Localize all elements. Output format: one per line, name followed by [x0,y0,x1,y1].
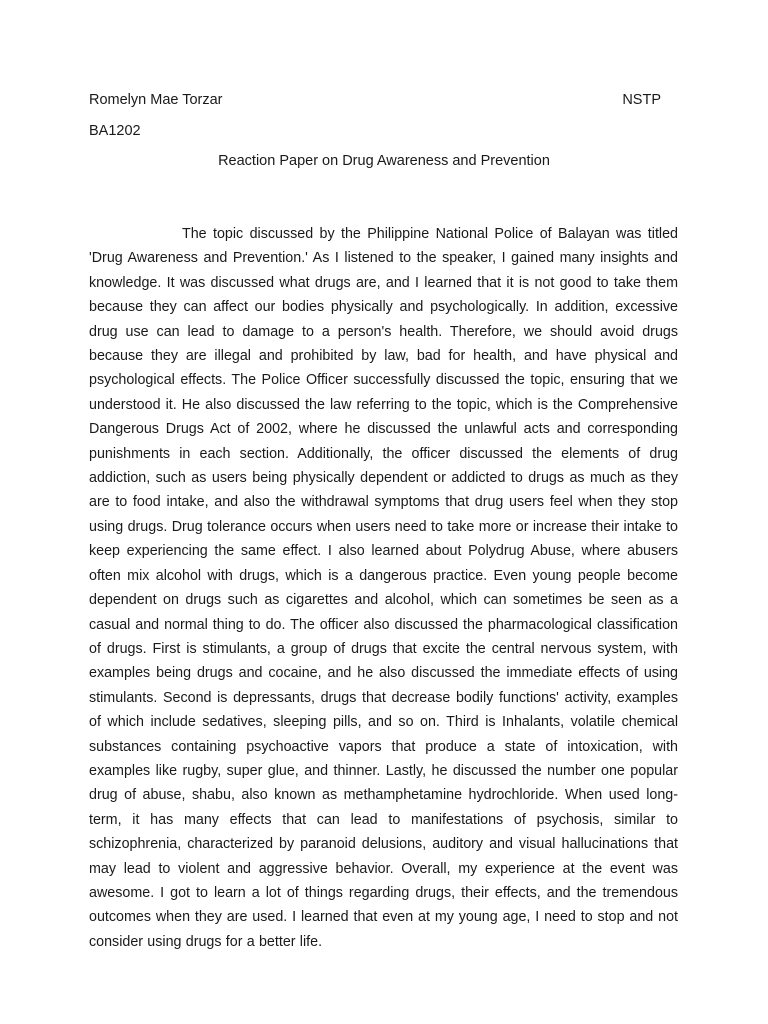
body-paragraph: The topic discussed by the Philippine National Police of Balayan was titled 'Drug Awareness and Prevention.' As I listened to the speaker, I gained many insights and knowledge. It was discussed what drugs are, and I learned that it is not good to take them because they can affect our bodies physically and psychologically. In addition, excessive drug use can lead to damage to a person's health. Therefore, we should avoid drugs because they are illegal and prohibited by law, bad for health, and have physical and psychological effects. The Police Officer successfully discussed the topic, ensuring that we understood it. He also discussed the law referring to the topic, which is the Comprehensive Dangerous Drugs Act of 2002, where he discussed the unlawful acts and corresponding punishments in each section. Additionally, the officer discussed the elements of drug addiction, such as users being physically dependent or addicted to drugs as much as they are to food intake, and also the withdrawal symptoms that drug users feel when they stop using drugs. Drug tolerance occurs when users need to take more or increase their intake to keep experiencing the same effect. I also learned about Polydrug Abuse, where abusers often mix alcohol with drugs, which is a dangerous practice. Even young people become dependent on drugs such as cigarettes and alcohol, which can sometimes be seen as a casual and normal thing to do. The officer also discussed the pharmacological classification of drugs. First is stimulants, a group of drugs that excite the central nervous system, with examples being drugs and cocaine, and he also discussed the immediate effects of using stimulants. Second is depressants, drugs that decrease bodily functions' activity, examples of which include sedatives, sleeping pills, and so on. Third is Inhalants, volatile chemical substances containing psychoactive vapors that produce a state of intoxication, with examples like rugby, super glue, and thinner. Lastly, he discussed the number one popular drug of abuse, shabu, also known as methamphetamine hydrochloride. When used long-term, it has many effects that can lead to manifestations of psychosis, similar to schizophrenia, characterized by paranoid delusions, auditory and visual hallucinations that may lead to violent and aggressive behavior. Overall, my experience at the event was awesome. I got to learn a lot of things regarding drugs, their effects, and the tremendous outcomes when they are used. I learned that even at my young age, I need to stop and not consider using drugs for a better life. [89,226,678,950]
author-name: Romelyn Mae Torzar [89,92,223,108]
section-code: BA1202 [89,123,141,139]
document-title: Reaction Paper on Drug Awareness and Prevention [218,153,550,169]
header-row [89,90,661,110]
course-code: NSTP [622,92,661,108]
